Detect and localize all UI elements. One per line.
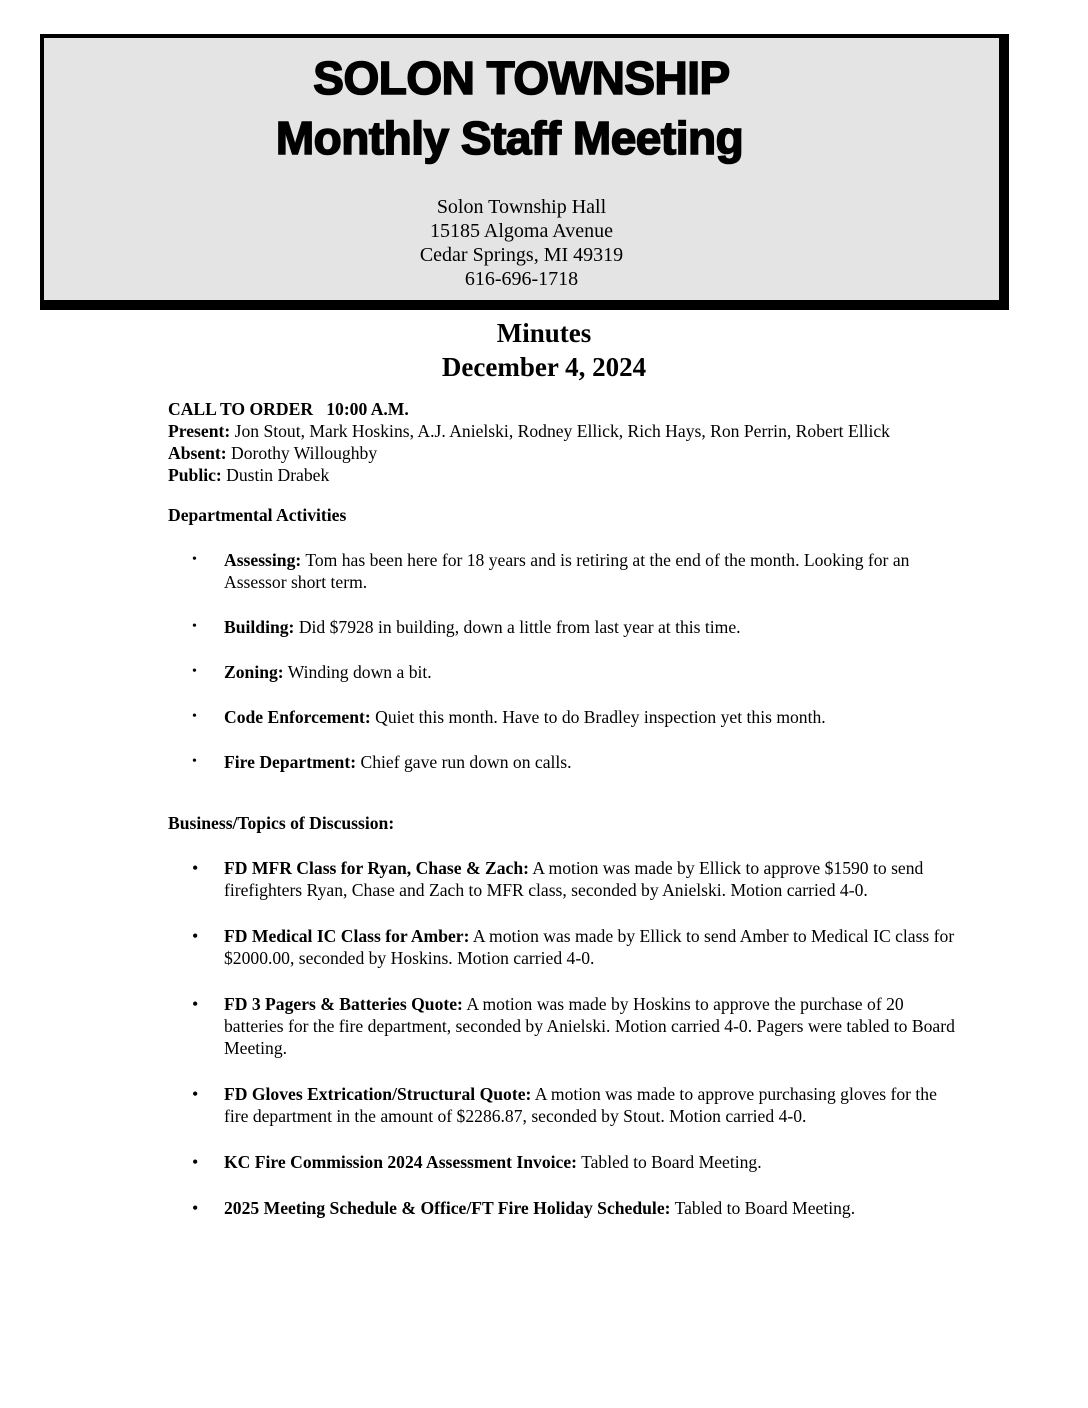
departmental-heading: Departmental Activities bbox=[168, 505, 347, 525]
address-block bbox=[44, 195, 999, 291]
list-item bbox=[168, 1151, 958, 1173]
minutes-body bbox=[168, 398, 958, 1219]
bullet-icon: • bbox=[192, 619, 197, 634]
public-line bbox=[168, 464, 958, 486]
item-text: Quiet this month. Have to do Bradley inspection yet this month. bbox=[370, 707, 826, 727]
departmental-list bbox=[168, 549, 958, 773]
present-label: Present: bbox=[168, 421, 231, 441]
header-banner bbox=[40, 34, 1009, 310]
bullet-icon: • bbox=[192, 552, 197, 567]
item-text: A motion was made to approve purchasing gloves for the fire department in the amount of $2286.87, seconded by Stout. Motion carried 4-0. bbox=[224, 1084, 937, 1126]
list-item bbox=[168, 616, 958, 638]
meeting-title: Monthly Staff Meeting bbox=[275, 112, 744, 164]
phone-line: 616-696-1718 bbox=[464, 268, 579, 290]
present-value: Jon Stout, Mark Hoskins, A.J. Anielski, Rodney Ellick, Rich Hays, Ron Perrin, Robert Ellick bbox=[230, 421, 890, 441]
list-item bbox=[168, 993, 958, 1059]
bullet-icon: • bbox=[192, 754, 197, 769]
absent-value: Dorothy Willoughby bbox=[226, 443, 378, 463]
item-text: Winding down a bit. bbox=[283, 662, 432, 682]
item-text: A motion was made by Ellick to approve $1590 to send firefighters Ryan, Chase and Zach to MFR class, seconded by Anielski. Motion carried 4-0. bbox=[224, 858, 924, 900]
item-text: A motion was made by Hoskins to approve the purchase of 20 batteries for the fire department, seconded by Anielski. Motion carried 4-0. Pagers were tabled to Board Meeting. bbox=[224, 994, 955, 1058]
item-text: A motion was made by Ellick to send Amber to Medical IC class for $2000.00, seconded by Hoskins. Motion carried 4-0. bbox=[224, 926, 955, 968]
bullet-icon: • bbox=[192, 1198, 199, 1218]
bullet-icon: • bbox=[192, 858, 199, 878]
item-label: FD MFR Class for Ryan, Chase & Zach: bbox=[224, 858, 529, 878]
address-line: Cedar Springs, MI 49319 bbox=[419, 244, 624, 266]
item-label: Building: bbox=[224, 617, 295, 637]
list-item bbox=[168, 925, 958, 969]
bullet-icon: • bbox=[192, 1084, 199, 1104]
bullet-icon: • bbox=[192, 664, 197, 679]
item-text: Tom has been here for 18 years and is retiring at the end of the month. Looking for an Assessor short term. bbox=[224, 550, 910, 592]
item-label: 2025 Meeting Schedule & Office/FT Fire Holiday Schedule: bbox=[224, 1198, 671, 1218]
bullet-icon: • bbox=[192, 994, 199, 1014]
list-item bbox=[168, 706, 958, 728]
bullet-icon: • bbox=[192, 1152, 199, 1172]
minutes-title: Minutes bbox=[496, 318, 592, 348]
meeting-date: December 4, 2024 bbox=[441, 352, 647, 382]
bullet-icon: • bbox=[192, 926, 199, 946]
item-label: FD Medical IC Class for Amber: bbox=[224, 926, 470, 946]
business-list bbox=[168, 857, 958, 1219]
absent-label: Absent: bbox=[168, 443, 227, 463]
item-label: KC Fire Commission 2024 Assessment Invoice: bbox=[224, 1152, 577, 1172]
present-line bbox=[168, 420, 958, 442]
call-to-order: CALL TO ORDER 10:00 A.M. bbox=[168, 399, 409, 419]
item-text: Tabled to Board Meeting. bbox=[670, 1198, 856, 1218]
item-text: Chief gave run down on calls. bbox=[356, 752, 572, 772]
absent-line bbox=[168, 442, 958, 464]
item-label: FD 3 Pagers & Batteries Quote: bbox=[224, 994, 463, 1014]
bullet-icon: • bbox=[192, 709, 197, 724]
township-title: SOLON TOWNSHIP bbox=[313, 52, 730, 104]
public-value: Dustin Drabek bbox=[221, 465, 330, 485]
list-item bbox=[168, 1197, 958, 1219]
minutes-heading bbox=[0, 316, 1088, 384]
item-text: Tabled to Board Meeting. bbox=[577, 1152, 762, 1172]
list-item bbox=[168, 661, 958, 683]
list-item bbox=[168, 1083, 958, 1127]
item-label: FD Gloves Extrication/Structural Quote: bbox=[224, 1084, 532, 1104]
business-heading: Business/Topics of Discussion: bbox=[168, 813, 395, 833]
list-item bbox=[168, 857, 958, 901]
item-label: Fire Department: bbox=[224, 752, 357, 772]
item-text: Did $7928 in building, down a little from last year at this time. bbox=[294, 617, 741, 637]
item-label: Assessing: bbox=[224, 550, 302, 570]
item-label: Zoning: bbox=[224, 662, 284, 682]
item-label: Code Enforcement: bbox=[224, 707, 371, 727]
list-item bbox=[168, 549, 958, 593]
list-item bbox=[168, 751, 958, 773]
address-line: Solon Township Hall bbox=[436, 196, 607, 218]
public-label: Public: bbox=[168, 465, 222, 485]
address-line: 15185 Algoma Avenue bbox=[430, 220, 613, 242]
